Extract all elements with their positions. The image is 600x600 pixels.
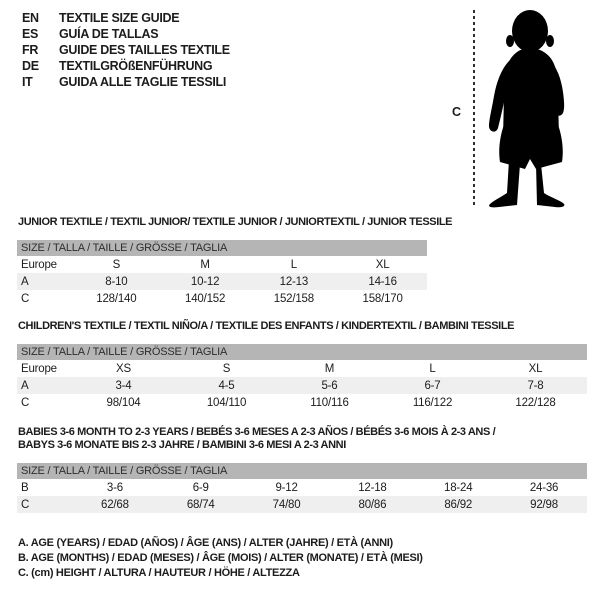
table-cell: M [324, 362, 335, 375]
table-size-header: SIZE / TALLA / TAILLE / GRÖSSE / TAGLIA [17, 344, 587, 360]
row-label: C [21, 498, 30, 511]
table-cell: 80/86 [358, 498, 387, 511]
language-row [22, 42, 230, 58]
table-size-header: SIZE / TALLA / TAILLE / GRÖSSE / TAGLIA [17, 240, 427, 256]
table-cell: 68/74 [186, 498, 215, 511]
table-cell: 14-16 [368, 275, 397, 288]
table-cell: XL [375, 258, 390, 271]
table-body [17, 256, 427, 307]
table-cell: 122/128 [515, 396, 556, 409]
row-label: A [21, 379, 29, 392]
table-cell: 116/122 [412, 396, 453, 409]
row-label: Europe [21, 362, 57, 375]
row-label: A [21, 275, 29, 288]
table-size-header: SIZE / TALLA / TAILLE / GRÖSSE / TAGLIA [17, 463, 587, 479]
legend-line: B. AGE (MONTHS) / EDAD (MESES) / ÂGE (MOIS) / ALTER (MONATE) / ETÀ (MESI) [18, 552, 423, 564]
language-code: DE [22, 59, 39, 73]
row-label: B [21, 481, 29, 494]
table-cell: 104/110 [206, 396, 247, 409]
table-cell: 140/152 [185, 292, 226, 305]
table-body [17, 360, 587, 411]
table-cell: XL [528, 362, 543, 375]
table-cell: L [429, 362, 436, 375]
legend [18, 536, 423, 581]
table-row [17, 496, 587, 513]
language-row [22, 58, 230, 74]
language-code: ES [22, 27, 39, 41]
table-cell: 3-4 [115, 379, 132, 392]
table-cell: L [290, 258, 297, 271]
table-row [17, 377, 587, 394]
language-title: TEXTILE SIZE GUIDE [59, 11, 180, 25]
table-cell: S [222, 362, 231, 375]
row-label: C [21, 396, 30, 409]
table-cell: M [200, 258, 210, 271]
table-cell: 152/158 [273, 292, 314, 305]
table-cell: 18-24 [444, 481, 473, 494]
table-cell: 3-6 [106, 481, 123, 494]
language-code: IT [22, 75, 33, 89]
table-row [17, 479, 587, 496]
size-table-children [17, 320, 587, 411]
table-cell: 74/80 [272, 498, 301, 511]
table-row [17, 273, 427, 290]
language-title: GUIDE DES TAILLES TEXTILE [59, 43, 230, 57]
table-cell: 9-12 [275, 481, 298, 494]
language-row [22, 74, 230, 90]
table-cell: 8-10 [105, 275, 128, 288]
table-title: CHILDREN'S TEXTILE / TEXTIL NIÑO/A / TEXTILE DES ENFANTS / KINDERTEXTIL / BAMBINI TESSILE [18, 320, 515, 332]
table-cell: 110/116 [310, 396, 349, 409]
toddler-silhouette-icon [484, 8, 574, 208]
table-cell: 5-6 [321, 379, 338, 392]
row-label: C [21, 292, 30, 305]
legend-line: A. AGE (YEARS) / EDAD (AÑOS) / ÂGE (ANS) / ALTER (JAHRE) / ETÀ (ANNI) [18, 537, 393, 549]
language-row [22, 26, 230, 42]
table-cell: 98/104 [106, 396, 141, 409]
language-row [22, 10, 230, 26]
language-title: GUIDA ALLE TAGLIE TESSILI [59, 75, 227, 89]
table-cell: 158/170 [362, 292, 403, 305]
legend-line: C. (cm) HEIGHT / ALTURA / HAUTEUR / HÖHE / ALTEZZA [18, 567, 300, 579]
table-cell: S [112, 258, 121, 271]
table-cell: 12-18 [358, 481, 387, 494]
table-title: BABIES 3-6 MONTH TO 2-3 YEARS / BEBÉS 3-6 MESES A 2-3 AÑOS / BÉBÉS 3-6 MOIS À 2-3 ANS / BABYS 3-6 MONATE BIS 2-3 JAHRE / BAMBINI 3-6 MESI A 2-3 ANNI [18, 426, 496, 451]
height-label-c: C [452, 105, 462, 119]
size-table-babies [17, 426, 587, 513]
table-body [17, 479, 587, 513]
language-title-list [22, 10, 230, 90]
table-cell: 86/92 [444, 498, 473, 511]
language-title: GUÍA DE TALLAS [59, 27, 159, 41]
table-cell: 92/98 [530, 498, 558, 511]
language-code: FR [22, 43, 39, 57]
table-cell: 128/140 [96, 292, 137, 305]
size-table-junior [17, 216, 453, 307]
table-cell: 6-9 [192, 481, 209, 494]
table-cell: 10-12 [190, 275, 220, 288]
table-cell: 62/68 [101, 498, 129, 511]
table-row [17, 360, 587, 377]
table-row [17, 256, 427, 273]
table-title: JUNIOR TEXTILE / TEXTIL JUNIOR/ TEXTILE JUNIOR / JUNIORTEXTIL / JUNIOR TESSILE [18, 216, 453, 228]
row-label: Europe [21, 258, 57, 271]
table-cell: 4-5 [218, 379, 235, 392]
language-title: TEXTILGRÖßENFÜHRUNG [59, 59, 213, 73]
table-cell: XS [116, 362, 131, 375]
height-measure-line [473, 10, 475, 206]
table-cell: 6-7 [424, 379, 441, 392]
table-row [17, 394, 587, 411]
language-code: EN [22, 11, 39, 25]
table-cell: 24-36 [529, 481, 559, 494]
table-cell: 12-13 [279, 275, 309, 288]
table-cell: 7-8 [527, 379, 544, 392]
table-row [17, 290, 427, 307]
